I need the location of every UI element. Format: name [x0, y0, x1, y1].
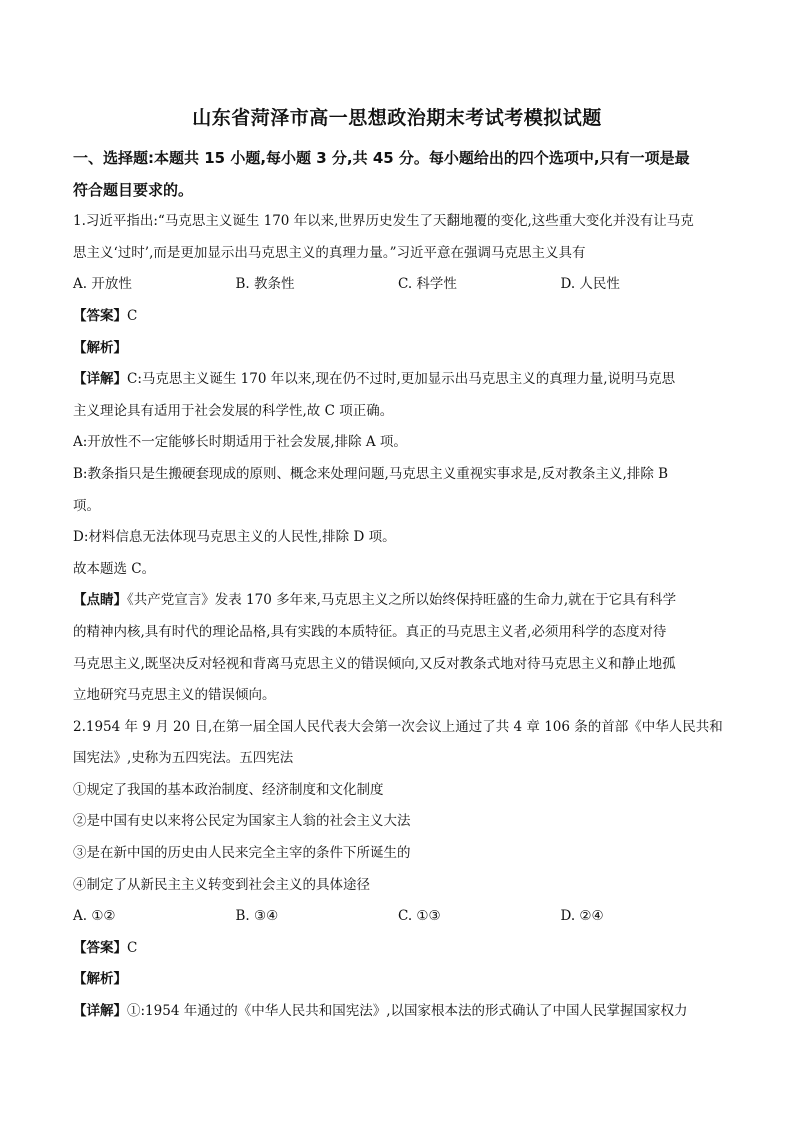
q1-comment-line-3: 马克思主义,既坚决反对轻视和背离马克思主义的错误倾向,又反对教条式地对待马克思主义和静止地孤	[73, 655, 676, 672]
document-body	[73, 143, 723, 1028]
q2-analysis	[73, 964, 723, 996]
document-title: 山东省菏泽市高一思想政治期末考试考模拟试题	[192, 107, 602, 129]
q1-answer-value: C	[127, 307, 138, 324]
q1-answer-tag: 【答案】	[73, 307, 127, 324]
q1-option-a-analysis: A:开放性不一定能够长时期适用于社会发展,排除 A 项。	[73, 434, 407, 451]
q2-item-4: ④制定了从新民主主义转变到社会主义的具体途径	[73, 876, 370, 893]
q1-detail-line-2: 主义理论具有适用于社会发展的科学性,故 C 项正确。	[73, 402, 394, 419]
q1-options	[73, 269, 723, 301]
q2-answer-tag: 【答案】	[73, 939, 127, 956]
q1-option-c: C. 科学性	[398, 276, 457, 293]
q2-answer	[73, 933, 723, 965]
q1-option-b-analysis-1: B:教条指只是生搬硬套现成的原则、概念来处理问题,马克思主义重视实事求是,反对教条主义,排除 B	[73, 465, 669, 482]
q2-detail-text-1: ①:1954 年通过的《中华人民共和国宪法》,以国家根本法的形式确认了中国人民掌握国家权力	[127, 1003, 688, 1020]
q2-option-b: B. ③④	[235, 908, 279, 925]
q1-comment-line-2: 的精神内核,具有时代的理论品格,具有实践的本质特征。真正的马克思主义者,必须用科学的态度对待	[73, 623, 667, 640]
q2-stem-line-1: 2.1954 年 9 月 20 日,在第一届全国人民代表大会第一次会议上通过了共 4 章 106 条的首部《中华人民共和	[73, 718, 723, 735]
q2-detail-line-1	[73, 996, 723, 1028]
q1-comment-text-1: 《共产党宣言》发表 170 多年来,马克思主义之所以始终保持旺盛的生命力,就在于它具有科学	[127, 592, 677, 609]
q1-stem-line-1: 1.习近平指出:“马克思主义诞生 170 年以来,世界历史发生了天翻地覆的变化,这些重大变化并没有让马克	[73, 213, 694, 230]
q2-analysis-tag: 【解析】	[73, 971, 127, 988]
q1-option-b: B. 教条性	[235, 276, 295, 293]
q1-option-b-analysis-2: 项。	[73, 497, 100, 514]
q2-options	[73, 901, 723, 933]
q1-conclusion: 故本题选 C。	[73, 560, 156, 577]
q1-comment-line-4: 立地研究马克思主义的错误倾向。	[73, 687, 276, 704]
q1-option-a: A. 开放性	[73, 276, 132, 293]
q2-item-1: ①规定了我国的基本政治制度、经济制度和文化制度	[73, 781, 384, 798]
section-heading-line-2: 符合题目要求的。	[73, 180, 194, 199]
q2-item-2: ②是中国有史以来将公民定为国家主人翁的社会主义大法	[73, 813, 411, 830]
q2-detail-tag: 【详解】	[73, 1003, 127, 1020]
q1-detail-tag: 【详解】	[73, 371, 127, 388]
q2-option-a: A. ①②	[73, 908, 116, 925]
q2-answer-value: C	[127, 939, 138, 956]
q2-option-c: C. ①③	[398, 908, 441, 925]
q1-detail-text-1: C:马克思主义诞生 170 年以来,现在仍不过时,更加显示出马克思主义的真理力量,说明马克思	[127, 371, 676, 388]
q1-stem-line-2: 思主义‘过时’,而是更加显示出马克思主义的真理力量。”习近平意在强调马克思主义具有	[73, 244, 586, 261]
q2-option-d: D. ②④	[560, 908, 604, 925]
q1-comment-line-1	[73, 585, 723, 617]
section-heading-line-1: 一、选择题:本题共 15 小题,每小题 3 分,共 45 分。每小题给出的四个选项中,只有一项是最	[73, 149, 690, 167]
q2-stem-line-2: 国宪法》,史称为五四宪法。五四宪法	[73, 750, 294, 767]
q1-option-d-analysis: D:材料信息无法体现马克思主义的人民性,排除 D 项。	[73, 529, 396, 546]
q1-answer	[73, 301, 723, 333]
q1-detail-line-1	[73, 364, 723, 396]
q1-comment-tag: 【点睛】	[73, 592, 127, 609]
q1-option-d: D. 人民性	[560, 276, 620, 293]
q1-analysis	[73, 333, 723, 365]
q2-item-3: ③是在新中国的历史由人民来完全主宰的条件下所诞生的	[73, 845, 411, 862]
q1-analysis-tag: 【解析】	[73, 339, 127, 356]
